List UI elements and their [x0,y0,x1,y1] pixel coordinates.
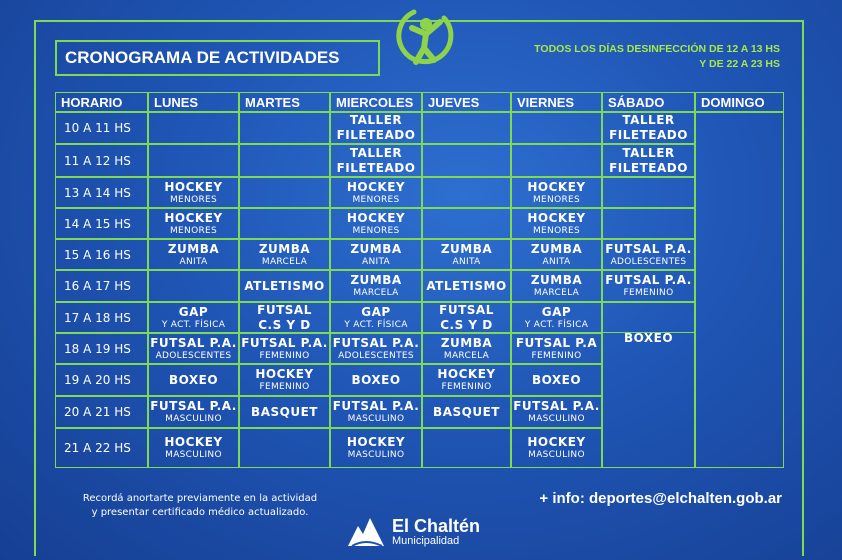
activity-detail: ANITA [452,256,481,267]
schedule-cell [511,112,602,144]
activity-cell [422,396,511,428]
time-slot: 17 A 18 HS [55,302,148,333]
activity-name: ZUMBA [167,241,220,256]
schedule-cell [422,428,511,468]
activity-detail: MARCELA [533,288,580,298]
activity-name: ZUMBA [258,241,311,256]
activity-name: ATLETISMO [244,278,325,293]
disinfection-line-2: Y DE 22 A 23 HS [699,58,780,70]
disinfection-line-1: TODOS LOS DÍAS DESINFECCIÓN DE 12 A 13 HS [534,43,780,55]
activity-name: BOXEO [168,372,219,387]
activity-detail: MASCULINO [347,414,405,424]
activity-cell [148,177,239,208]
schedule-cell [511,144,602,177]
activity-name: FUTSAL P.A. [605,273,692,287]
brand-sub: Municipalidad [392,535,460,547]
column-header: MARTES [239,92,330,112]
activity-detail: MENORES [532,194,581,205]
activity-detail: FEMENINO [259,350,310,361]
activity-name: ATLETISMO [426,278,507,293]
activity-cell [330,177,422,208]
activity-name: BASQUET [433,404,500,419]
time-slot: 20 A 21 HS [55,396,148,428]
activity-name: ZUMBA [350,273,402,287]
activity-name: FUTSAL P.A. [332,399,420,413]
activity-cell [602,144,695,177]
schedule-table [55,92,784,468]
activity-cell [330,302,422,333]
brand-name: El Chaltén [392,516,481,536]
activity-detail: MENORES [169,194,218,205]
time-slot: 10 A 11 HS [55,112,148,144]
activity-name: BOXEO [623,331,674,345]
schedule-cell [239,208,330,239]
saturday-boxeo-block [602,302,695,468]
activity-cell [330,428,422,468]
activity-cell [239,364,330,396]
activity-name: ZUMBA [440,241,493,256]
activity-detail: FEMENINO [259,382,310,392]
activity-cell [239,270,330,302]
activity-name: HOCKEY [527,179,586,194]
activity-detail: ANITA [362,256,390,267]
column-header: LUNES [148,92,239,112]
activity-name: FUTSAL P.A. [150,335,237,350]
activity-detail: ANITA [542,256,571,267]
activity-cell [148,208,239,239]
activity-name: GAP [178,304,209,319]
activity-name: HOCKEY [437,367,496,381]
activity-cell [148,302,239,333]
activity-cell [511,302,602,333]
activity-name: FUTSAL P.A. [332,335,420,350]
activity-cell [511,239,602,270]
activity-cell [511,333,602,364]
time-slot: 14 A 15 HS [55,208,148,239]
schedule-cell [422,208,511,239]
activity-detail: ADOLESCENTES [338,350,414,361]
column-header: MIERCOLES [330,92,422,112]
activity-name: HOCKEY [164,435,223,449]
activity-name: BOXEO [531,372,582,387]
activity-name: FUTSAL P.A. [605,241,692,256]
activity-name: HOCKEY [527,435,586,449]
activity-cell [511,177,602,208]
activity-detail: MENORES [352,194,400,205]
column-header: SÁBADO [602,92,695,112]
activity-cell [239,333,330,364]
activity-cell [602,112,695,144]
person-circle-icon [392,4,458,74]
activity-name: FUTSAL P.A. [241,335,328,350]
schedule-cell [422,177,511,208]
activity-name: FUTSAL P.A. [150,399,237,413]
activity-detail: MENORES [352,225,400,236]
activity-name: TALLER FILETEADO [336,113,416,142]
column-header: VIERNES [511,92,602,112]
activity-cell [330,208,422,239]
activity-name: ZUMBA [530,241,583,256]
schedule-cell [602,208,695,239]
activity-cell [330,270,422,302]
activity-name: TALLER FILETEADO [609,145,688,175]
activity-detail: MENORES [169,225,218,236]
activity-detail: ANITA [179,256,208,267]
activity-cell [239,302,330,333]
activity-cell [511,364,602,396]
schedule-cell [239,112,330,144]
activity-name: ZUMBA [440,335,493,350]
activity-name: GAP [541,304,572,319]
activity-detail: ADOLESCENTES [155,350,232,361]
activity-cell [148,428,239,468]
schedule-cell [239,144,330,177]
activity-cell [330,364,422,396]
column-header: HORARIO [55,92,148,112]
activity-cell [330,112,422,144]
activity-name: BASQUET [251,404,318,419]
activity-detail: FEMENINO [623,288,674,298]
disinfection-notice [534,42,780,72]
activity-cell [330,333,422,364]
activity-cell [602,239,695,270]
activity-name: FUTSAL P.A. [513,399,600,413]
schedule-cell [148,270,239,302]
activity-detail: MASCULINO [347,450,405,460]
activity-cell [239,239,330,270]
activity-cell [511,396,602,428]
activity-name: FUTSAL P.A [515,335,598,350]
schedule-cell [148,112,239,144]
activity-name: ZUMBA [350,241,402,256]
time-slot: 18 A 19 HS [55,333,148,364]
activity-detail: MENORES [532,225,581,236]
activity-detail: MASCULINO [528,450,585,460]
activity-cell [148,396,239,428]
time-slot: 13 A 14 HS [55,177,148,208]
activity-detail: MASCULINO [165,450,222,460]
schedule-cell [602,177,695,208]
activity-name: GAP [361,304,391,319]
activity-name: TALLER FILETEADO [336,145,416,175]
activity-name: FUTSAL C.S Y D [257,302,312,332]
activity-cell [422,364,511,396]
activity-cell [422,302,511,333]
activity-name: HOCKEY [346,435,406,449]
activity-name: BOXEO [351,372,401,387]
activity-detail: FEMENINO [441,382,492,392]
activity-cell [330,144,422,177]
activity-detail: MARCELA [353,288,399,298]
activity-name: TALLER FILETEADO [609,113,688,142]
activity-detail: MARCELA [261,256,308,267]
activity-cell [511,208,602,239]
activity-cell [511,428,602,468]
schedule-cell [148,144,239,177]
mountain-icon [346,514,386,550]
time-slot: 11 A 12 HS [55,144,148,177]
footer-note-line-1: Recordá anortarte previamente en la actividad [82,493,318,504]
activity-cell [422,270,511,302]
activity-detail: MARCELA [443,350,490,361]
activity-detail: FEMENINO [531,350,582,361]
schedule-cell [239,177,330,208]
activity-cell [148,364,239,396]
schedule-cell [422,112,511,144]
schedule-cell [422,144,511,177]
activity-detail: Y ACT. FÍSICA [161,319,226,330]
activity-name: HOCKEY [164,179,223,194]
activity-cell [330,239,422,270]
activity-detail: MASCULINO [528,414,585,424]
footer-note-line-2: y presentar certificado médico actualizado. [91,507,309,518]
activity-cell [422,333,511,364]
time-slot: 16 A 17 HS [55,270,148,302]
column-header: JUEVES [422,92,511,112]
time-slot: 15 A 16 HS [55,239,148,270]
info-email: + info: deportes@elchalten.gob.ar [539,490,782,507]
schedule-cell [239,428,330,468]
activity-cell [330,396,422,428]
activity-name: HOCKEY [164,210,223,225]
time-slot: 19 A 20 HS [55,364,148,396]
activity-name: HOCKEY [527,210,586,225]
activity-name: HOCKEY [346,210,406,225]
brand [346,514,480,550]
time-slot: 21 A 22 HS [55,428,148,468]
activity-detail: ADOLESCENTES [610,256,687,267]
sunday-column [695,112,784,468]
footer-note [70,492,330,520]
activity-name: ZUMBA [530,273,583,287]
activity-cell [602,270,695,302]
page-title: CRONOGRAMA DE ACTIVIDADES [55,40,380,76]
activity-cell [239,396,330,428]
activity-detail: MASCULINO [165,414,222,424]
activity-cell [148,333,239,364]
activity-name: FUTSAL C.S Y D [439,302,494,332]
activity-cell [422,239,511,270]
activity-cell [511,270,602,302]
column-header: DOMINGO [695,92,784,112]
activity-detail: Y ACT. FÍSICA [344,319,408,330]
activity-name: HOCKEY [346,179,406,194]
activity-name: HOCKEY [255,367,314,381]
activity-detail: Y ACT. FÍSICA [524,319,589,330]
activity-cell [148,239,239,270]
